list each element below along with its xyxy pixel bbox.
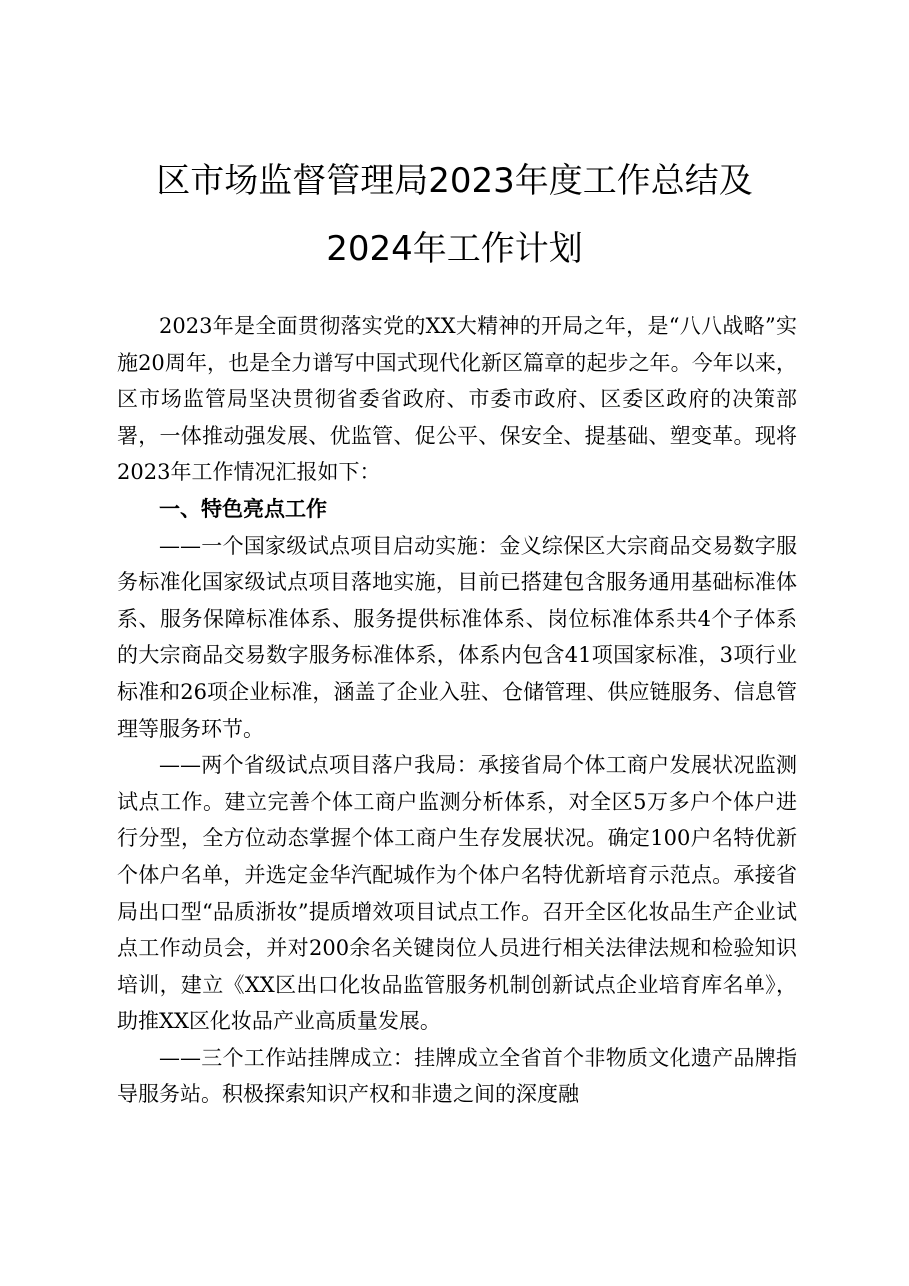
body-paragraph: ——三个工作站挂牌成立：挂牌成立全省首个非物质文化遗产品牌指导服务站。积极探索知识产权和非遗之间的深度融 bbox=[117, 1045, 797, 1107]
document-body bbox=[117, 308, 797, 1113]
intro-paragraph: 2023年是全面贯彻落实党的XX大精神的开局之年，是“八八战略”实施20周年，也是全力谱写中国式现代化新区篇章的起步之年。今年以来，区市场监管局坚决贯彻省委省政府、市委市政府、区委区政府的决策部署，一体推动强发展、优监管、促公平、保安全、提基础、塑变革。现将2023年工作情况汇报如下： bbox=[117, 314, 797, 485]
body-paragraph: ——两个省级试点项目落户我局：承接省局个体工商户发展状况监测试点工作。建立完善个体工商户监测分析体系，对全区5万多户个体户进行分型，全方位动态掌握个体工商户生存发展状况。确定100户名特优新个体户名单，并选定金华汽配城作为个体户名特优新培育示范点。承接省局出口型“品质浙妆”提质增效项目试点工作。召开全区化妆品生产企业试点工作动员会，并对200余名关键岗位人员进行相关法律法规和检验知识培训，建立《XX区出口化妆品监管服务机制创新试点企业培育库名单》，助推XX区化妆品产业高质量发展。 bbox=[117, 753, 797, 1034]
section-heading: 一、特色亮点工作 bbox=[159, 496, 327, 521]
document-title-line-2: 2024年工作计划 bbox=[326, 229, 583, 269]
document-title-line-1: 区市场监督管理局2023年度工作总结及 bbox=[156, 161, 753, 201]
body-paragraph: ——一个国家级试点项目启动实施：金义综保区大宗商品交易数字服务标准化国家级试点项目落地实施，目前已搭建包含服务通用基础标准体系、服务保障标准体系、服务提供标准体系、岗位标准体系共4个子体系的大宗商品交易数字服务标准体系，体系内包含41项国家标准，3项行业标准和26项企业标准，涵盖了企业入驻、仓储管理、供应链服务、信息管理等服务环节。 bbox=[117, 533, 797, 741]
